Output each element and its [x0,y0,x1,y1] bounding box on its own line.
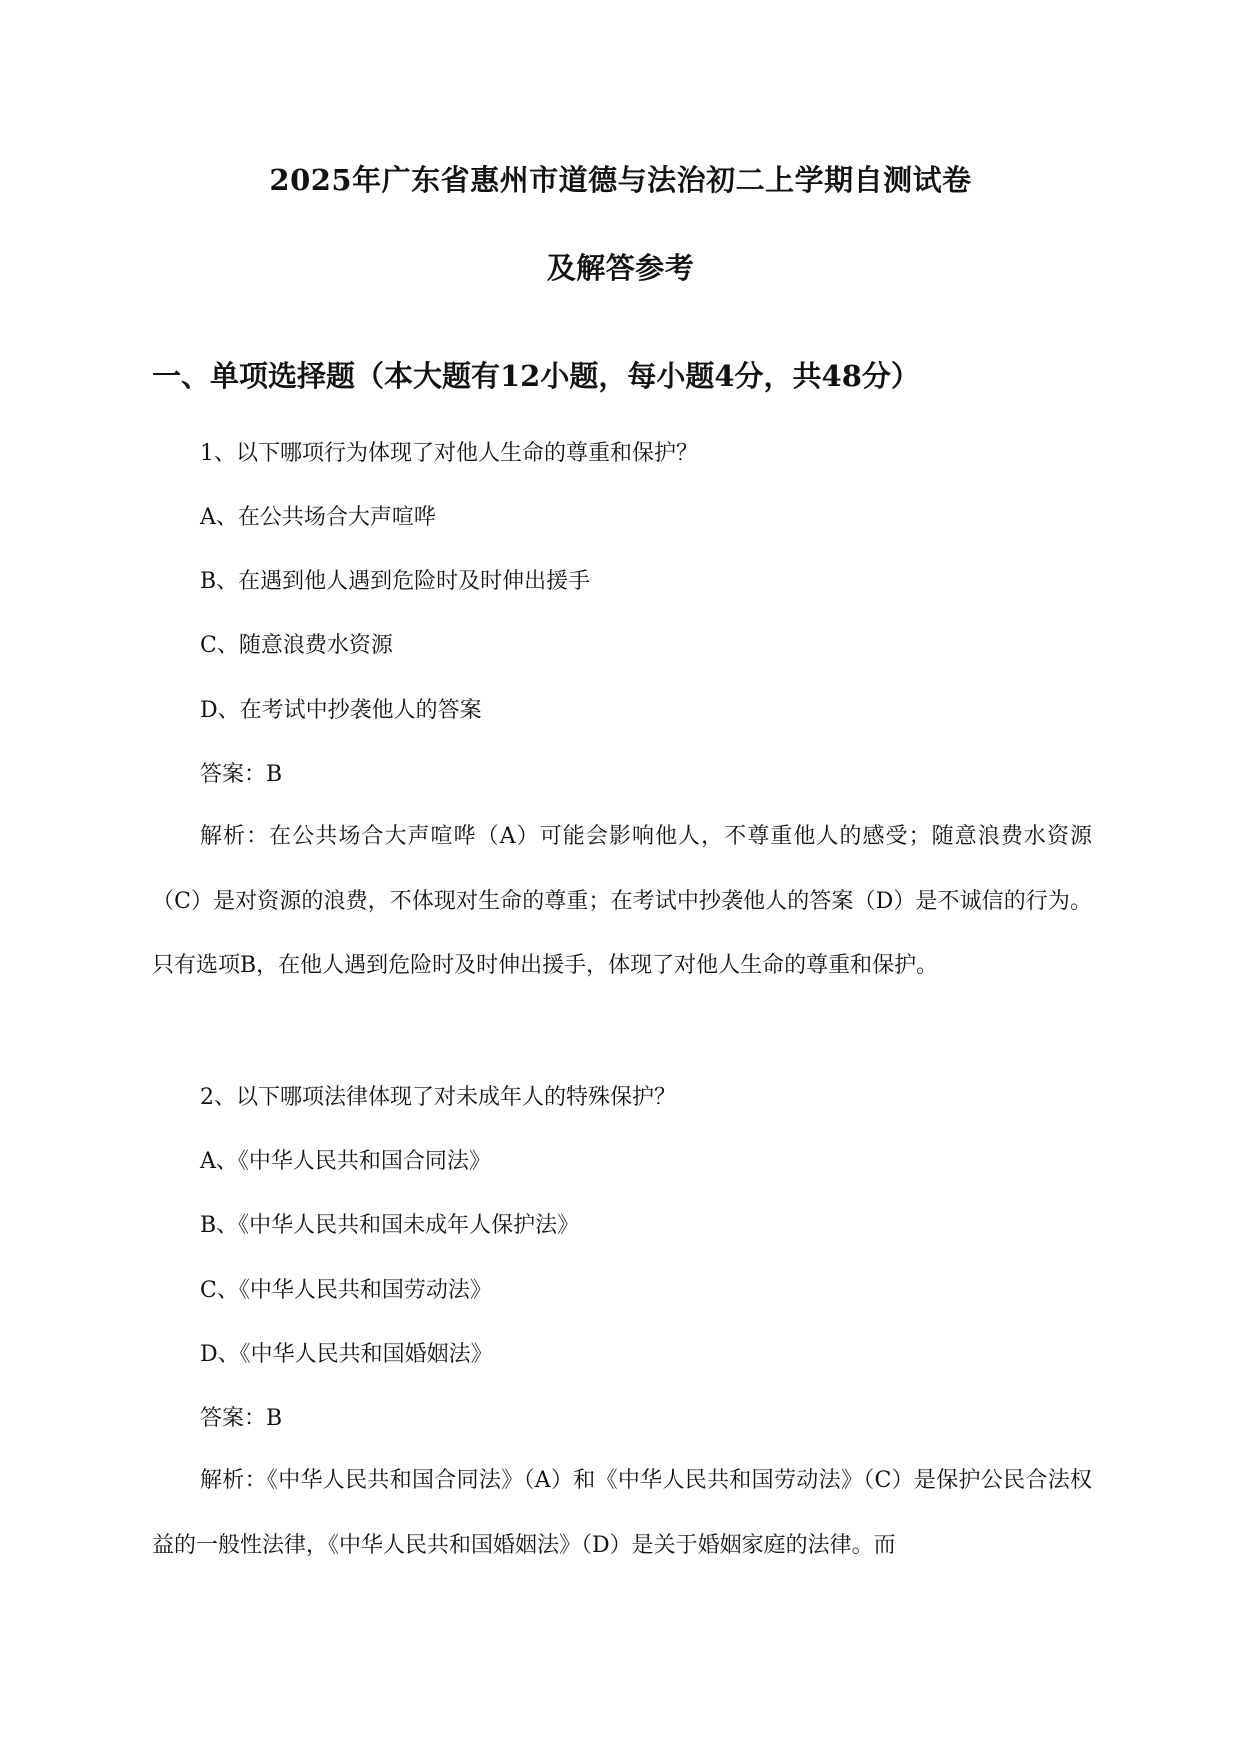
question-1-analysis: 解析：在公共场合大声喧哗（A）可能会影响他人，不尊重他人的感受；随意浪费水资源（C）是对资源的浪费，不体现对生命的尊重；在考试中抄袭他人的答案（D）是不诚信的行为。只有选项B，在他人遇到危险时及时伸出援手，体现了对他人生命的尊重和保护。 [152,824,1092,978]
question-2-option-d: D、《中华人民共和国婚姻法》 [200,1342,493,1367]
question-2-option-b: B、《中华人民共和国未成年人保护法》 [200,1213,580,1238]
question-1-answer: 答案：B [200,762,283,787]
question-2-stem: 2、以下哪项法律体现了对未成年人的特殊保护？ [200,1085,676,1110]
section-heading: 一、单项选择题（本大题有12小题，每小题4分，共48分） [152,359,920,393]
document-title: 2025年广东省惠州市道德与法治初二上学期自测试卷 [269,163,972,197]
question-1-option-d: D、在考试中抄袭他人的答案 [200,698,482,723]
question-2-answer: 答案：B [200,1406,283,1431]
question-1-option-b: B、在遇到他人遇到危险时及时伸出援手 [200,569,591,594]
question-2-option-c: C、《中华人民共和国劳动法》 [200,1278,492,1303]
question-2-analysis: 解析：《中华人民共和国合同法》（A）和《中华人民共和国劳动法》（C）是保护公民合法权益的一般性法律，《中华人民共和国婚姻法》（D）是关于婚姻家庭的法律。而 [152,1468,1092,1558]
document-subtitle: 及解答参考 [546,251,695,285]
question-2-option-a: A、《中华人民共和国合同法》 [200,1149,491,1174]
question-1-option-c: C、随意浪费水资源 [200,633,393,658]
question-1-option-a: A、在公共场合大声喧哗 [200,505,436,530]
question-1-stem: 1、以下哪项行为体现了对他人生命的尊重和保护？ [200,441,698,466]
